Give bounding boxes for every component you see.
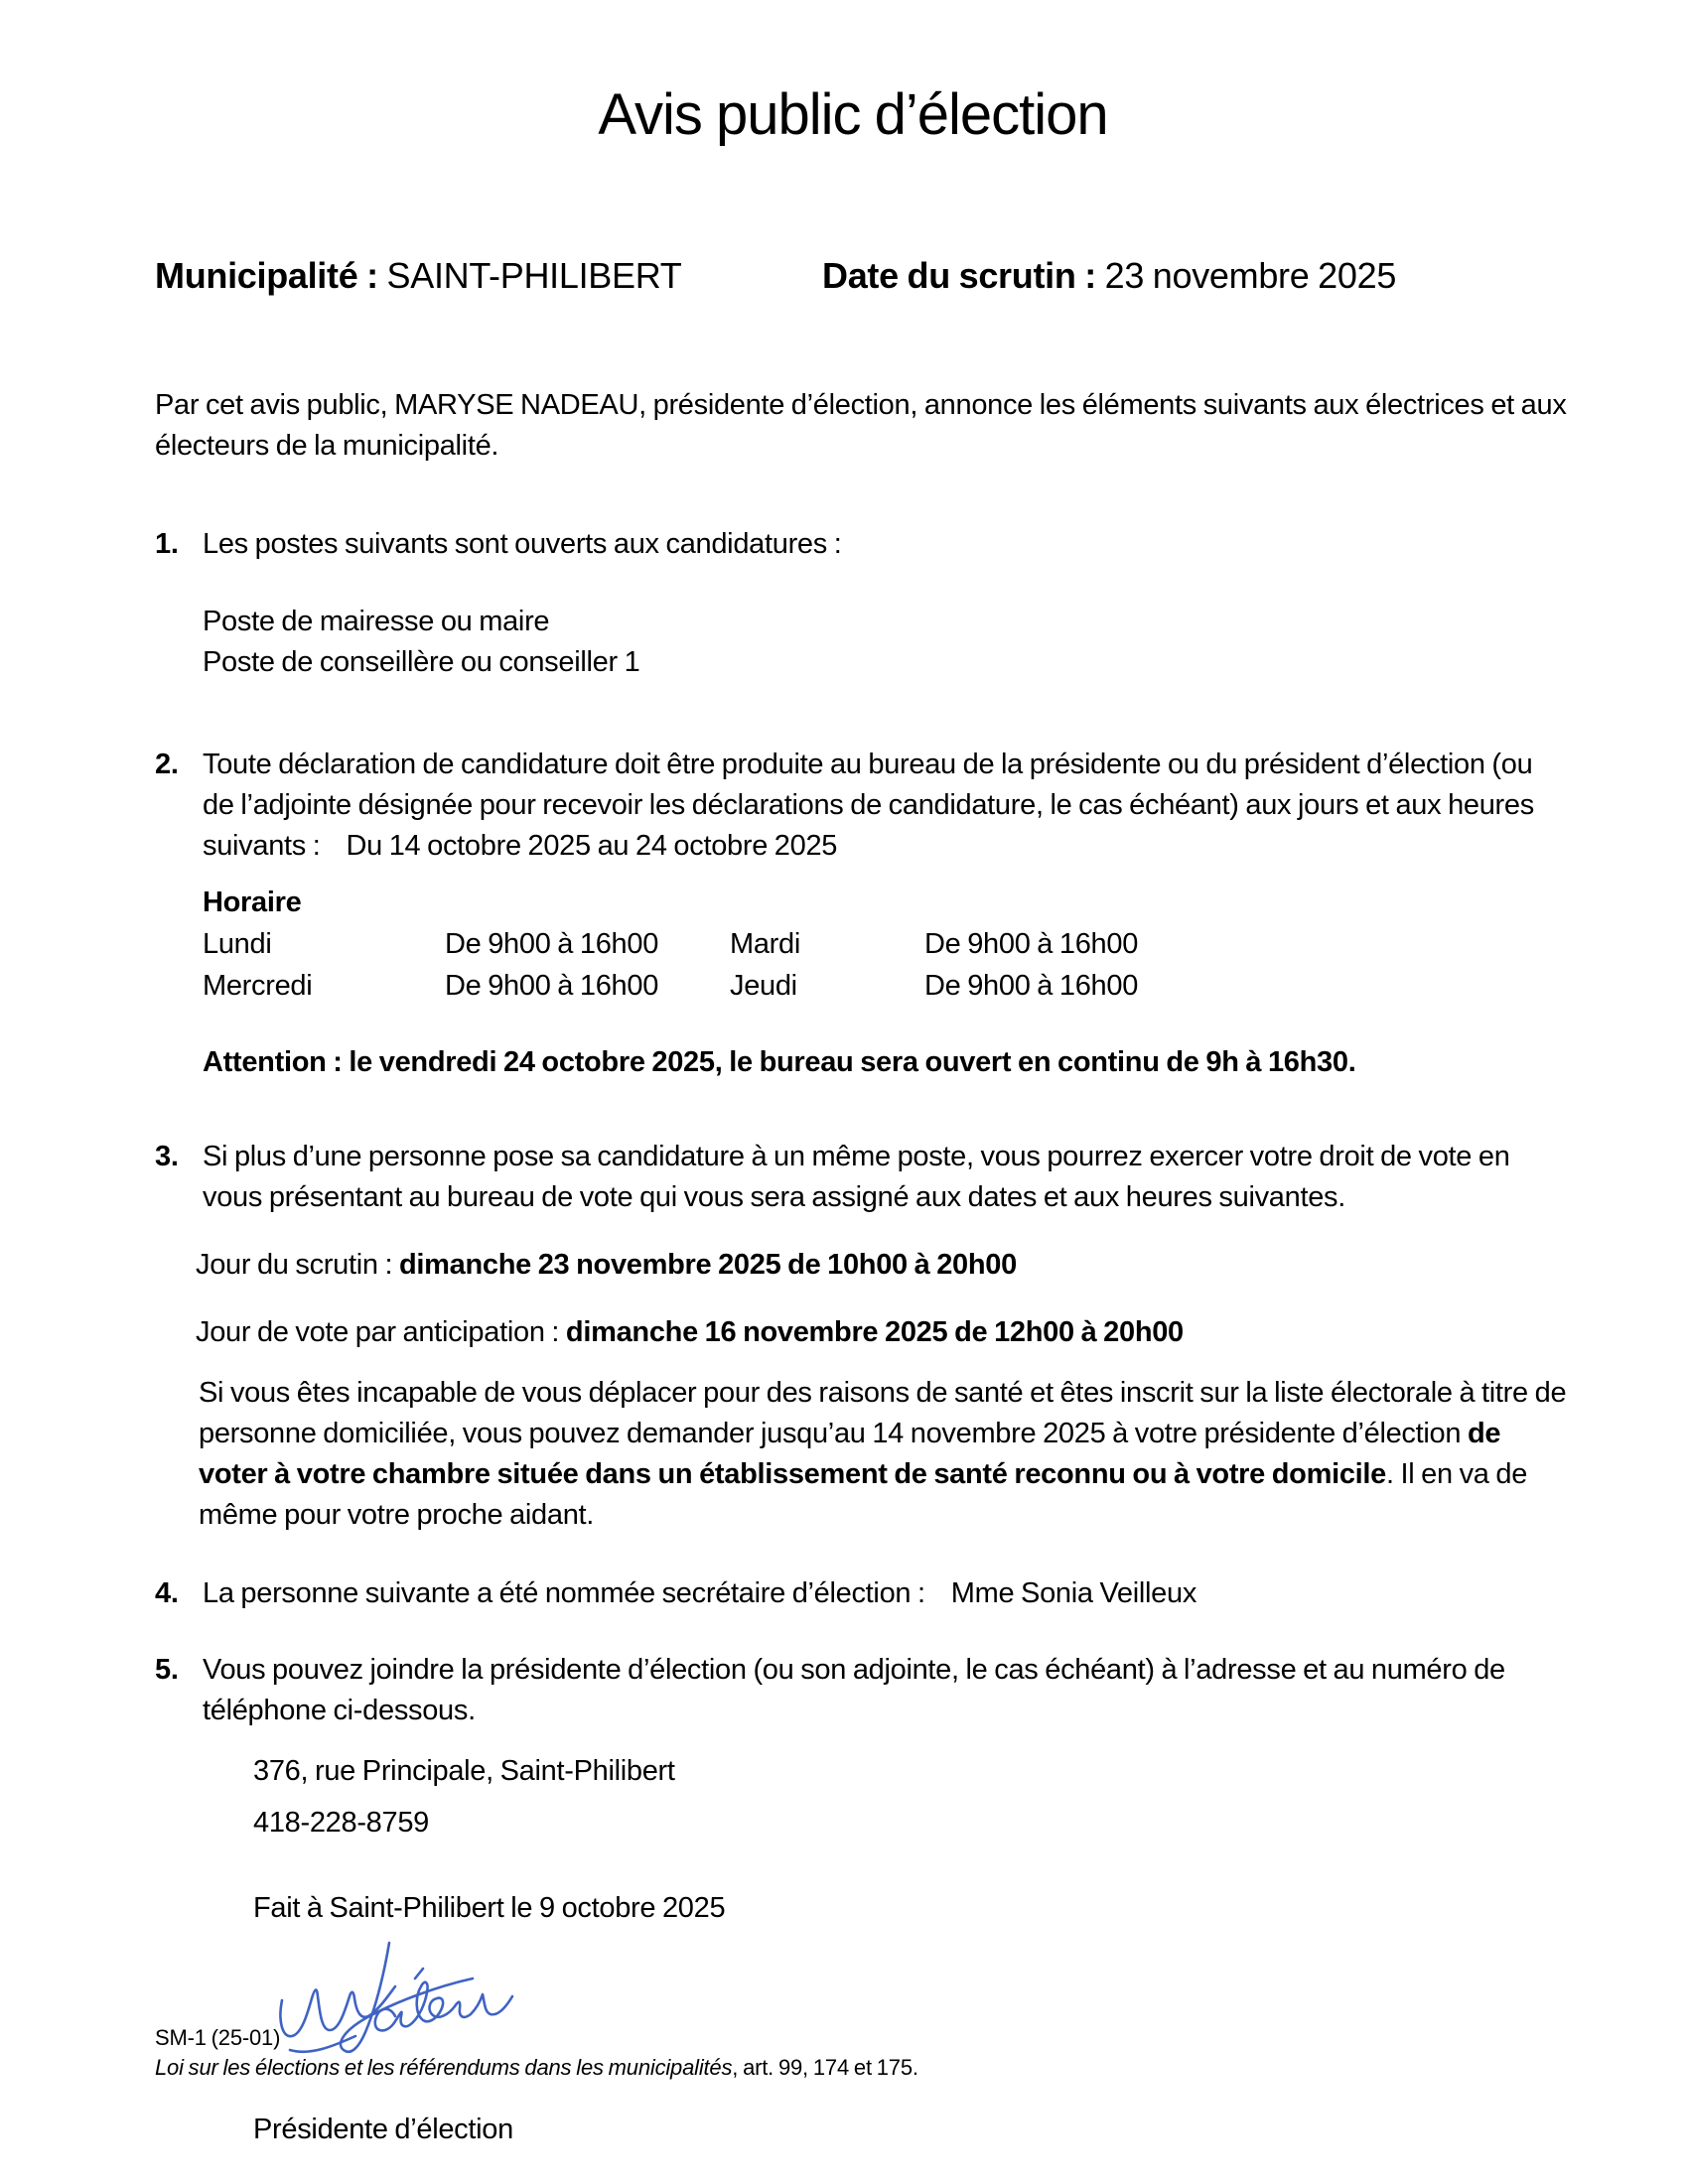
list-item-2 xyxy=(155,745,1569,1083)
item-3-body xyxy=(196,1137,1569,1536)
scrutin-date-value: 23 novembre 2025 xyxy=(1104,254,1397,296)
item-4-body xyxy=(203,1573,1569,1614)
item-2-body xyxy=(203,745,1569,1083)
municipality-value: SAINT-PHILIBERT xyxy=(386,254,682,296)
attention-note: Attention : le vendredi 24 octobre 2025, le bureau sera ouvert en continu de 9h à 16h30. xyxy=(203,1045,1356,1078)
item-1-body xyxy=(203,524,1569,683)
item-4-text: La personne suivante a été nommée secrétaire d’élection : xyxy=(203,1576,925,1609)
advance-vote-value: dimanche 16 novembre 2025 de 12h00 à 20h00 xyxy=(565,1315,1184,1348)
item-3-text: Si plus d’une personne pose sa candidature à un même poste, vous pourrez exercer votre droit de vote en vous présentant au bureau de vote qui vous sera assigné aux dates et aux heures suivantes. xyxy=(203,1140,1510,1213)
item-1-number: 1. xyxy=(155,527,179,560)
item-2-text xyxy=(203,745,1569,867)
schedule-day: Lundi xyxy=(203,927,272,960)
advance-vote-line xyxy=(196,1312,1569,1353)
advance-vote-label: Jour de vote par anticipation : xyxy=(196,1315,566,1348)
post-item: Poste de mairesse ou maire xyxy=(203,605,550,637)
item-4-number: 4. xyxy=(155,1576,179,1609)
item-3-number: 3. xyxy=(155,1140,179,1172)
scrutin-day-label: Jour du scrutin : xyxy=(196,1248,399,1281)
scrutin-day-value: dimanche 23 novembre 2025 de 10h00 à 20h00 xyxy=(398,1248,1017,1281)
schedule-day: Mercredi xyxy=(203,969,313,1002)
secretary-name: Mme Sonia Veilleux xyxy=(950,1576,1197,1609)
made-at-line: Fait à Saint-Philibert le 9 octobre 2025 xyxy=(253,1891,726,1924)
municipality-label: Municipalité : xyxy=(155,254,378,296)
contact-block xyxy=(203,1751,1569,2150)
post-item: Poste de conseillère ou conseiller 1 xyxy=(203,645,640,678)
law-reference xyxy=(155,2053,918,2083)
health-vote-bold-text: de voter à votre chambre située dans un établissement de santé reconnu ou à votre domicile xyxy=(199,1417,1501,1490)
intro-paragraph: Par cet avis public, MARYSE NADEAU, présidente d’élection, annonce les éléments suivants aux électrices et aux électeurs de la municipalité. xyxy=(155,388,1567,462)
schedule-hours: De 9h00 à 16h00 xyxy=(924,969,1139,1002)
meta-row xyxy=(155,254,1569,298)
form-code: SM-1 (25-01) xyxy=(155,2025,281,2050)
page-footer xyxy=(155,2023,918,2083)
item-1-text: Les postes suivants sont ouverts aux candidatures : xyxy=(203,527,842,560)
open-posts-list xyxy=(203,602,1569,683)
schedule-hours: De 9h00 à 16h00 xyxy=(445,969,659,1002)
law-articles: , art. 99, 174 et 175. xyxy=(732,2055,918,2080)
item-5-number: 5. xyxy=(155,1653,179,1686)
schedule-day: Mardi xyxy=(730,927,801,960)
health-vote-text: Si vous êtes incapable de vous déplacer pour des raisons de santé et êtes inscrit sur la liste électorale à titre de personne domiciliée, vous pouvez demander jusqu’au 14 novembre 2025 à votre présidente d’élection xyxy=(199,1376,1567,1449)
health-vote-text-end: . Il en va de même pour votre proche aidant. xyxy=(199,1457,1528,1531)
health-vote-paragraph xyxy=(199,1373,1569,1536)
item-2-paragraph: Toute déclaration de candidature doit être produite au bureau de la présidente ou du président d’élection (ou de l’adjointe désignée pour recevoir les déclarations de candidature, le cas échéant) aux jours et aux heures suivants : xyxy=(203,748,1534,862)
item-2-number: 2. xyxy=(155,748,179,780)
law-title: Loi sur les élections et les référendums dans les municipalités xyxy=(155,2055,733,2080)
contact-phone: 418-228-8759 xyxy=(253,1806,429,1839)
horaire-heading: Horaire xyxy=(203,886,302,918)
page-title: Avis public d’élection xyxy=(598,82,1108,147)
schedule-day: Jeudi xyxy=(730,969,797,1002)
scrutin-date-field xyxy=(822,254,1396,298)
schedule-row xyxy=(203,923,1569,965)
list-item-4 xyxy=(155,1573,1569,1614)
schedule-hours: De 9h00 à 16h00 xyxy=(924,927,1139,960)
signatory-role: Présidente d’élection xyxy=(253,2113,513,2145)
candidature-period: Du 14 octobre 2025 au 24 octobre 2025 xyxy=(346,829,838,862)
scrutin-date-label: Date du scrutin : xyxy=(822,254,1096,296)
item-5-text: Vous pouvez joindre la présidente d’élection (ou son adjointe, le cas échéant) à l’adresse et au numéro de téléphone ci-dessous. xyxy=(203,1653,1505,1726)
schedule-row xyxy=(203,965,1569,1007)
list-item-3 xyxy=(155,1137,1569,1536)
contact-address: 376, rue Principale, Saint-Philibert xyxy=(253,1754,675,1787)
scrutin-day-line xyxy=(196,1245,1569,1286)
municipality-field xyxy=(155,255,681,296)
list-item-1 xyxy=(155,524,1569,683)
schedule-hours: De 9h00 à 16h00 xyxy=(445,927,659,960)
